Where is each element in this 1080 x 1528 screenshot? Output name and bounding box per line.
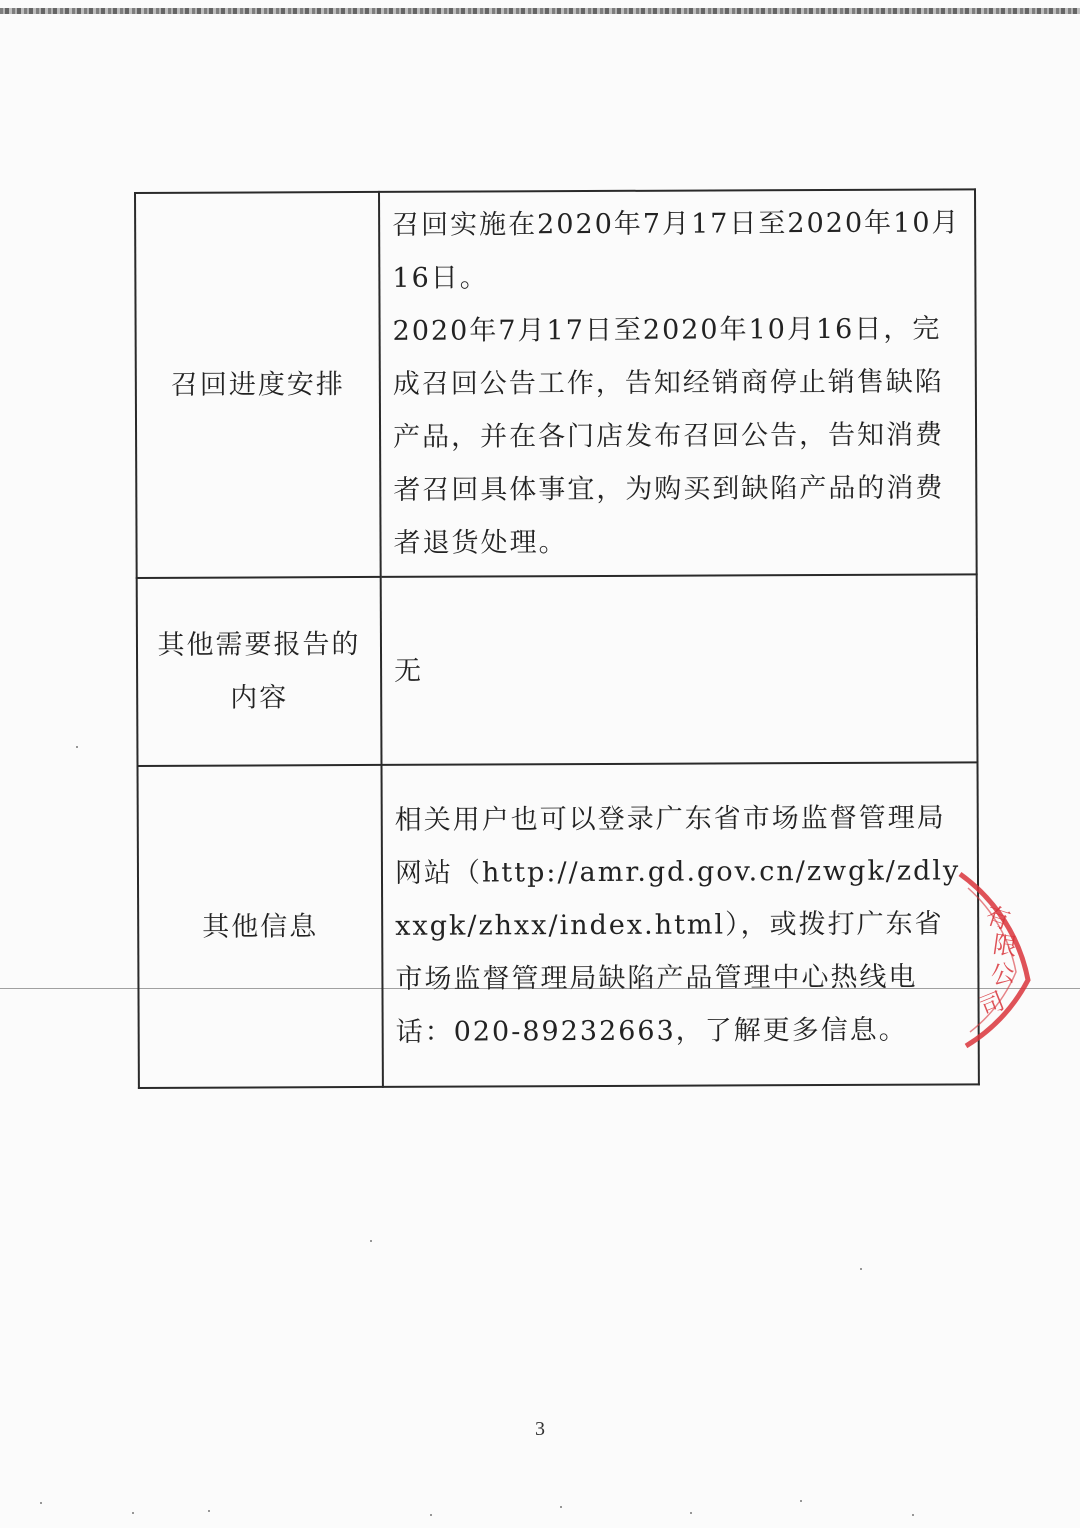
- scan-speck: [560, 1506, 562, 1508]
- content-paragraph: 相关用户也可以登录广东省市场监督管理局网站（http://amr.gd.gov.cn/zwgk/zdlyxxgk/zhxx/index.html），或拨打广东省市场监督管理局缺陷产品管理中心热线电话：020-89232663，了解更多信息。: [394, 801, 961, 1048]
- content-paragraph: 召回实施在2020年7月17日至2020年10月16日。: [392, 207, 961, 294]
- content-paragraph: 2020年7月17日至2020年10月16日，完成召回公告工作，告知经销商停止销售缺陷产品，并在各门店发布召回公告，告知消费者召回具体事宜，为购买到缺陷产品的消费者退货处理。: [392, 313, 945, 559]
- table-row: [138, 762, 979, 1088]
- seal-char: 有: [982, 901, 1014, 936]
- scan-speck: [430, 1514, 432, 1516]
- scan-speck: [208, 1510, 210, 1512]
- table-row: [137, 574, 978, 766]
- seal-char: 限: [991, 930, 1019, 962]
- table-row: [135, 189, 977, 578]
- row-label-other-report: 其他需要报告的内容: [137, 577, 382, 766]
- company-seal: [958, 860, 1038, 1050]
- scan-speck: [370, 1240, 372, 1242]
- seal-char: 公: [988, 958, 1017, 990]
- page-number: 3: [535, 1418, 545, 1440]
- row-content-other-report: [381, 574, 978, 765]
- recall-info-table: [134, 188, 980, 1089]
- row-label-recall-schedule: 召回进度安排: [135, 192, 381, 578]
- scan-speck: [76, 746, 78, 748]
- scan-speck: [132, 1512, 134, 1514]
- scan-speck: [912, 1514, 914, 1516]
- row-content-other-info: [382, 762, 979, 1087]
- seal-char: 司: [975, 986, 1009, 1022]
- scan-speck: [800, 1500, 802, 1502]
- scan-speck: [860, 1268, 862, 1270]
- scan-speck: [40, 1502, 42, 1504]
- content-paragraph: 无: [394, 655, 424, 687]
- scan-speck: [690, 1512, 692, 1514]
- scan-edge-artifact: [0, 8, 1080, 14]
- row-label-other-info: 其他信息: [138, 765, 383, 1088]
- row-content-recall-schedule: [379, 189, 977, 577]
